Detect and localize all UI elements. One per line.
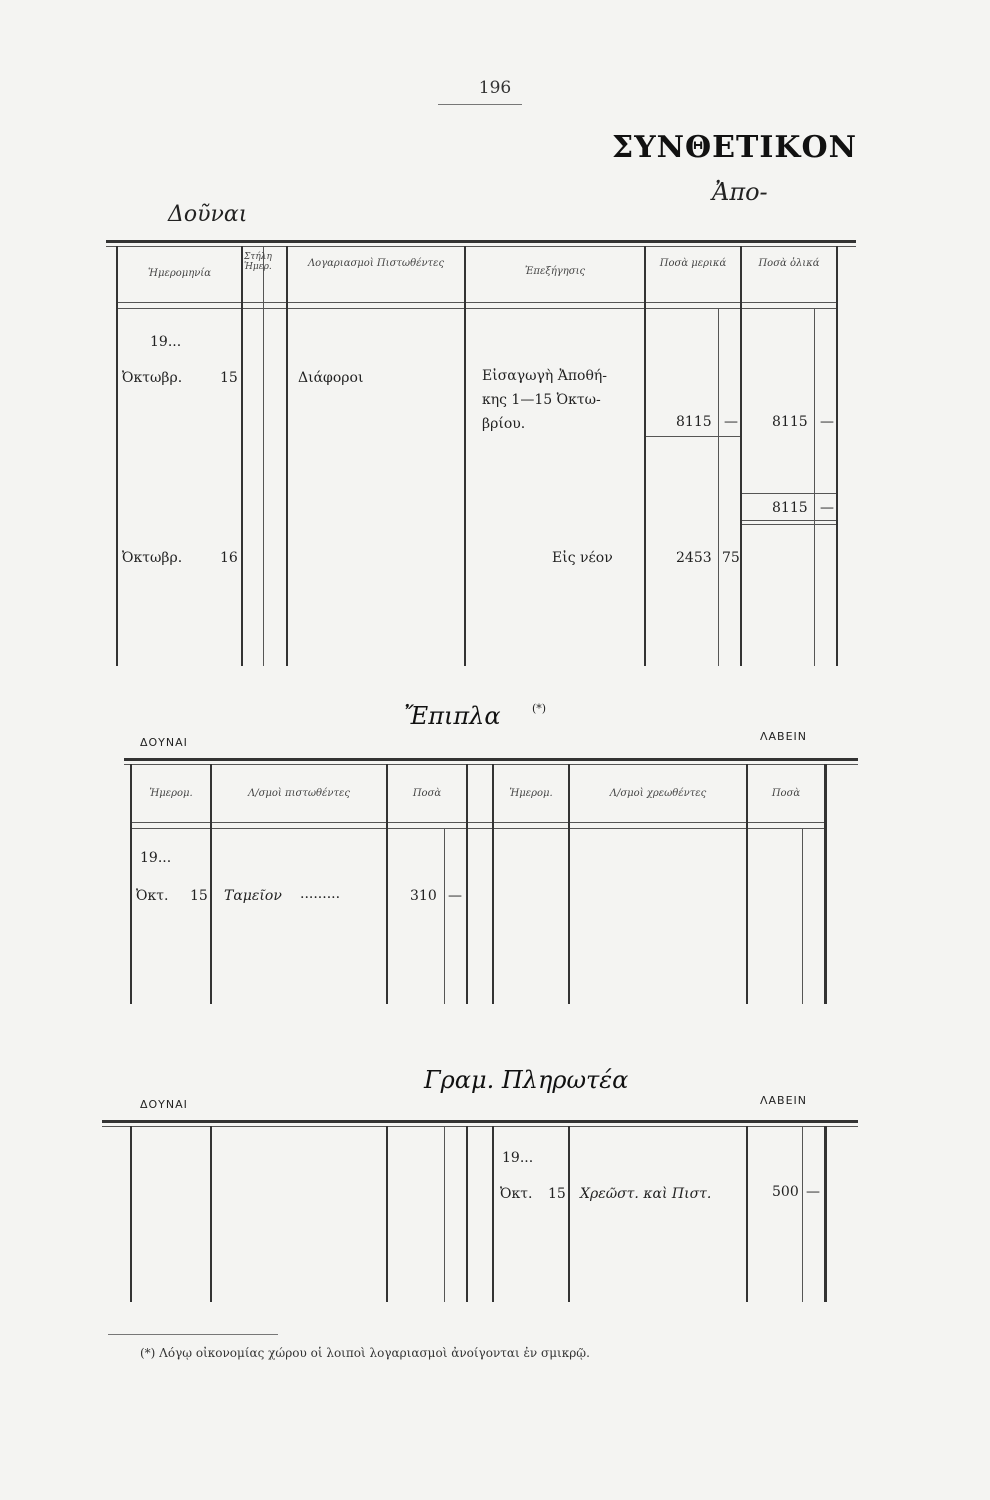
gram-row-date: Ὀκτ. — [500, 1186, 533, 1202]
page-subtitle: Ἀπο- — [712, 178, 768, 206]
page-title: ΣΥΝΘΕΤΙΚΟΝ — [612, 130, 858, 165]
header-accounts: Λογαριασμοὶ Πιστωθέντες — [307, 258, 445, 269]
epipla-note-mark: (*) — [532, 702, 547, 715]
header-date: Ἡμερομηνία — [148, 268, 211, 279]
row1-total-cents: — — [820, 414, 834, 430]
row1-date: Ὀκτωβρ. — [122, 370, 183, 386]
sum-total: 8115 — [772, 500, 808, 516]
epipla-row-date: Ὀκτ. — [136, 888, 169, 904]
row1-desc-line1: Εἰσαγωγὴ Ἀποθή- — [482, 368, 607, 384]
header-column: Στήλη Ἡμερ. — [244, 252, 272, 272]
row1-partial: 8115 — [676, 414, 712, 430]
row1-total: 8115 — [772, 414, 808, 430]
row1-desc-line3: βρίου. — [482, 416, 526, 432]
gram-debit-label: ΔΟΥΝΑΙ — [140, 1098, 188, 1111]
epipla-row-day: 15 — [190, 888, 208, 904]
epipla-header-accounts-left: Λ/σμοὶ πιστωθέντες — [247, 788, 350, 799]
row1-desc-line2: κης 1—15 Ὀκτω- — [482, 392, 601, 408]
row2-day: 16 — [220, 550, 238, 566]
page-number-rule — [438, 104, 522, 105]
epipla-title: Ἔπιπλα — [404, 702, 501, 730]
gram-year: 19... — [502, 1150, 534, 1166]
header-total: Ποσὰ ὁλικά — [758, 258, 820, 269]
footnote-rule — [108, 1334, 278, 1335]
epipla-header-accounts-right: Λ/σμοὶ χρεωθέντες — [609, 788, 707, 799]
gram-row-amount: 500 — [772, 1184, 799, 1200]
gram-title: Γραμ. Πληρωτέα — [424, 1066, 629, 1094]
epipla-row-leader: ......... — [300, 886, 341, 902]
epipla-row-amount: 310 — [410, 888, 437, 904]
gram-row-amount-cents: — — [806, 1184, 820, 1200]
epipla-row-amount-cents: — — [448, 888, 462, 904]
epipla-debit-label: ΔΟΥΝΑΙ — [140, 736, 188, 749]
row2-partial: 2453 — [676, 550, 712, 566]
debit-side-label: Δοῦναι — [168, 202, 248, 227]
epipla-header-amount-right: Ποσὰ — [771, 788, 801, 799]
gram-credit-label: ΛΑΒΕΙΝ — [760, 1094, 808, 1107]
row1-account: Διάφοροι — [298, 370, 364, 386]
sum-total-cents: — — [820, 500, 834, 516]
row1-partial-cents: — — [724, 414, 738, 430]
epipla-row-account: Ταμεῖον — [224, 888, 282, 904]
header-partial: Ποσὰ μερικά — [659, 258, 727, 269]
row2-partial-cents: 75 — [722, 550, 740, 566]
epipla-header-amount-left: Ποσὰ — [412, 788, 442, 799]
footnote: (*) Λόγῳ οἰκονομίας χώρου οἱ λοιποὶ λογαριασμοὶ ἀνοίγονται ἐν σμικρῷ. — [140, 1346, 590, 1360]
page-number: 196 — [478, 78, 512, 98]
gram-row-day: 15 — [548, 1186, 566, 1202]
epipla-credit-label: ΛΑΒΕΙΝ — [760, 730, 808, 743]
ledger-year: 19... — [150, 334, 182, 350]
header-explanation: Ἐπεξήγησις — [524, 266, 586, 277]
gram-row-account: Χρεῶστ. καὶ Πιστ. — [580, 1186, 712, 1202]
epipla-header-date-right: Ἡμερομ. — [509, 788, 553, 799]
epipla-header-date-left: Ἡμερομ. — [149, 788, 193, 799]
row1-day: 15 — [220, 370, 238, 386]
row2-desc: Εἰς νέον — [552, 550, 613, 566]
epipla-year: 19... — [140, 850, 172, 866]
row2-date: Ὀκτωβρ. — [122, 550, 183, 566]
